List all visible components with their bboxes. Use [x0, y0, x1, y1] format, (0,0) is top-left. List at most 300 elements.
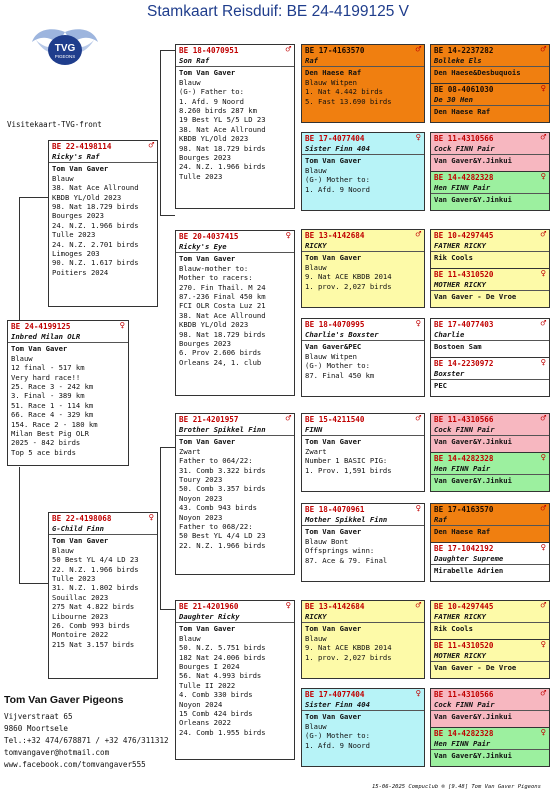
connector — [19, 583, 48, 584]
divider — [302, 435, 424, 436]
info-line: 6. Prov 2.606 birds — [179, 348, 262, 358]
owner: Tom Van Gaver — [305, 712, 362, 722]
svg-text:PIGEONS: PIGEONS — [54, 54, 76, 59]
info-line: Blauw — [305, 262, 327, 272]
owner: Van Gaver&Y.Jinkui — [434, 712, 512, 722]
male-icon: ♂ — [540, 689, 546, 699]
info-line: Noyon 2023 — [179, 512, 223, 522]
pigeon-card-main[interactable] — [7, 320, 129, 466]
pigeon-card-mmf[interactable] — [301, 600, 425, 679]
info-line: (G-) Mother to: — [305, 361, 370, 371]
pigeon-card-fmm[interactable] — [301, 318, 425, 397]
divider — [302, 622, 424, 623]
divider — [176, 622, 294, 623]
owner: PEC — [434, 381, 447, 391]
ring-number: BE 21-4201960 — [179, 602, 239, 611]
owner: Tom Van Gaver — [305, 437, 362, 447]
card-header — [8, 321, 128, 332]
male-icon: ♂ — [540, 319, 546, 329]
pigeon-name: Raf — [434, 515, 447, 524]
info-line: Blauw — [305, 633, 327, 643]
card-header — [431, 45, 549, 56]
info-line: Blauw — [305, 721, 327, 731]
tvg-logo — [30, 24, 100, 80]
divider — [302, 154, 424, 155]
info-line: Noyon 2024 — [179, 699, 223, 709]
divider — [431, 564, 549, 565]
pigeon-card-mmm[interactable] — [301, 688, 425, 767]
owner: Tom Van Gaver — [179, 68, 236, 78]
info-line: 38. Nat Ace Allround — [52, 183, 139, 193]
pigeon-card-g2[interactable] — [430, 83, 550, 123]
info-line: 66. Race 4 - 329 km — [11, 410, 94, 420]
owner: Bostoen Sam — [434, 342, 482, 352]
breeder-name: Tom Van Gaver Pigeons — [4, 694, 124, 706]
pigeon-name: Bolleke Els — [434, 56, 482, 65]
info-line: 2025 - 842 birds — [11, 438, 81, 448]
pigeon-name: FINN — [305, 425, 323, 434]
ring-number: BE 17-4163570 — [305, 46, 365, 55]
owner: Rik Cools — [434, 253, 473, 263]
pigeon-card-g16[interactable] — [430, 727, 550, 767]
connector — [160, 50, 175, 51]
info-line: Blauw — [52, 545, 74, 555]
owner: Tom Van Gaver — [179, 437, 236, 447]
pigeon-card-f[interactable] — [48, 140, 158, 307]
pigeon-name: Inbred Milan OLR — [11, 332, 81, 341]
female-icon: ♀ — [540, 84, 546, 94]
pigeon-name: MOTHER RICKY — [434, 651, 486, 660]
info-line: 50 Best YL 4/4 LD 23 — [179, 531, 266, 541]
ring-number: BE 17-4163570 — [434, 505, 494, 514]
female-icon: ♀ — [415, 133, 421, 143]
divider — [8, 342, 128, 343]
info-line: (G-) Mother to: — [305, 731, 370, 741]
card-header — [176, 414, 294, 425]
pigeon-card-g3[interactable] — [430, 132, 550, 173]
info-line: Poitiers 2024 — [52, 267, 109, 277]
info-line: 31. N.Z. 1.802 birds — [52, 583, 139, 593]
card-header — [431, 319, 549, 330]
info-line: 98. Nat 18.729 birds — [52, 202, 139, 212]
info-line: 182 Nat 24.006 birds — [179, 652, 266, 662]
pigeon-name: De 30 Hen — [434, 95, 473, 104]
owner: Van Gaver&Y.Jinkui — [434, 476, 512, 486]
ring-number: BE 11-4310520 — [434, 270, 494, 279]
female-icon: ♀ — [415, 689, 421, 699]
male-icon: ♂ — [540, 230, 546, 240]
pigeon-card-mm[interactable] — [175, 600, 295, 760]
card-header — [431, 84, 549, 95]
info-line: 50. Comb 3.357 birds — [179, 484, 266, 494]
card-header — [302, 133, 424, 144]
owner: Van Gaver&PEC — [305, 342, 362, 352]
ring-number: BE 11-4310520 — [434, 641, 494, 650]
card-header — [49, 141, 157, 152]
divider — [176, 252, 294, 253]
card-header — [431, 358, 549, 369]
info-line: Souillac 2023 — [52, 592, 109, 602]
card-header — [176, 45, 294, 56]
pigeon-card-g10[interactable] — [430, 452, 550, 492]
owner: Mirabelle Adrien — [434, 566, 504, 576]
ring-number: BE 13-4142684 — [305, 602, 365, 611]
owner: Tom Van Gaver — [305, 527, 362, 537]
divider — [49, 534, 157, 535]
pigeon-name: Boxster — [434, 369, 465, 378]
pigeon-name: Hen FINN Pair — [434, 739, 491, 748]
pigeon-card-g14[interactable] — [430, 639, 550, 679]
pigeon-card-g13[interactable] — [430, 600, 550, 641]
divider — [431, 154, 549, 155]
female-icon: ♀ — [285, 231, 291, 241]
owner: Van Gaver&Y.Jinkui — [434, 437, 512, 447]
info-line: Number 1 BASIC PIG: — [305, 456, 388, 466]
owner: Tom Van Gaver — [52, 164, 109, 174]
pigeon-card-g5[interactable] — [430, 229, 550, 270]
info-line: 1. Afd. 9 Noord — [179, 96, 244, 106]
male-icon: ♂ — [540, 133, 546, 143]
info-line: 9. Nat ACE KBDB 2014 — [305, 643, 392, 653]
ring-number: BE 14-4282328 — [434, 729, 494, 738]
owner: Van Gaver - De Vroe — [434, 663, 517, 673]
owner: Tom Van Gaver — [305, 253, 362, 263]
owner: Tom Van Gaver — [179, 254, 236, 264]
ring-number: BE 14-4282328 — [434, 454, 494, 463]
pigeon-card-mf[interactable] — [175, 413, 295, 575]
pigeon-name: Sister Finn 404 — [305, 144, 370, 153]
connector — [160, 215, 175, 216]
divider — [431, 105, 549, 106]
info-line: Bourges 2023 — [179, 339, 231, 349]
ring-number: BE 14-2230972 — [434, 359, 494, 368]
info-line: 51. Race 1 - 114 km — [11, 400, 94, 410]
male-icon: ♂ — [415, 414, 421, 424]
divider — [302, 525, 424, 526]
info-line: Orleans 24, 1. club — [179, 357, 262, 367]
info-line: 26. Comb 993 birds — [52, 621, 130, 631]
info-line: 275 Nat 4.822 birds — [52, 602, 135, 612]
info-line: Limoges 203 — [52, 249, 100, 259]
info-line: 24. N.Z. 1.966 birds — [52, 220, 139, 230]
info-line: Zwart — [179, 446, 201, 456]
owner: Den Haese Raf — [434, 107, 491, 117]
pigeon-name: Son Raf — [179, 56, 210, 65]
owner: Van Gaver&Y.Jinkui — [434, 195, 512, 205]
divider — [431, 340, 549, 341]
info-line: 12 final - 517 km — [11, 363, 85, 373]
info-line: Blauw Bont — [305, 536, 349, 546]
info-line: 3. Final - 389 km — [11, 391, 85, 401]
divider — [431, 474, 549, 475]
info-line: 98. Nat 18.729 birds — [179, 143, 266, 153]
info-line: 215 Nat 3.157 birds — [52, 639, 135, 649]
female-icon: ♀ — [540, 358, 546, 368]
male-icon: ♂ — [415, 601, 421, 611]
owner: Rik Cools — [434, 624, 473, 634]
pigeon-card-g8[interactable] — [430, 357, 550, 397]
info-line: Bourges 2023 — [179, 153, 231, 163]
info-line: 24. N.Z. 2.701 birds — [52, 239, 139, 249]
owner: Den Haese&Desbuquois — [434, 68, 521, 78]
card-header — [431, 453, 549, 464]
divider — [431, 661, 549, 662]
ring-number: BE 20-4037415 — [179, 232, 239, 241]
female-icon: ♀ — [540, 172, 546, 182]
info-line: Bourges I 2024 — [179, 662, 240, 672]
info-line: 22. N.Z. 1.966 birds — [52, 564, 139, 574]
info-line: 56. Nat 4.993 birds — [179, 671, 262, 681]
info-line: 15 Comb 424 birds — [179, 709, 253, 719]
pigeon-card-g11[interactable] — [430, 503, 550, 543]
info-line: Tulle II 2022 — [179, 680, 236, 690]
info-line: 270. Fin Thail. M 24 — [179, 282, 266, 292]
pigeon-name: MOTHER RICKY — [434, 280, 486, 289]
female-icon: ♀ — [540, 543, 546, 553]
divider — [431, 251, 549, 252]
owner: Den Haese Raf — [434, 527, 491, 537]
info-line: Offsprings winn: — [305, 546, 375, 556]
pigeon-card-g9[interactable] — [430, 413, 550, 454]
info-line: 87. Final 450 km — [305, 370, 375, 380]
divider — [431, 379, 549, 380]
female-icon: ♀ — [148, 513, 154, 523]
ring-number: BE 17-4077404 — [305, 134, 365, 143]
owner: Van Gaver - De Vroe — [434, 292, 517, 302]
pigeon-name: Daughter Supreme — [434, 554, 504, 563]
male-icon: ♂ — [540, 45, 546, 55]
pigeon-name: Cock FINN Pair — [434, 700, 495, 709]
pigeon-name: Daughter Ricky — [179, 612, 240, 621]
ring-number: BE 10-4297445 — [434, 602, 494, 611]
divider — [302, 710, 424, 711]
ring-number: BE 11-4310566 — [434, 134, 494, 143]
owner: Tom Van Gaver — [179, 624, 236, 634]
divider — [431, 193, 549, 194]
info-line: 43. Comb 943 birds — [179, 503, 257, 513]
info-line: FCI OLR Costa Luz 21 — [179, 301, 266, 311]
info-line: KBDB YL/Old 2023 — [52, 192, 122, 202]
pigeon-card-g7[interactable] — [430, 318, 550, 358]
card-header — [302, 414, 424, 425]
pigeon-card-g4[interactable] — [430, 171, 550, 211]
pigeon-name: Ricky's Raf — [52, 152, 100, 161]
svg-text:TVG: TVG — [54, 43, 76, 54]
card-header — [302, 319, 424, 330]
card-header — [302, 601, 424, 612]
divider — [302, 66, 424, 67]
male-icon: ♂ — [148, 141, 154, 151]
card-header — [431, 269, 549, 280]
card-header — [176, 601, 294, 612]
info-line: 90. N.Z. 1.617 birds — [52, 258, 139, 268]
info-line: Blauw — [179, 633, 201, 643]
owner: Tom Van Gaver — [305, 156, 362, 166]
pigeon-name: G-Child Finn — [52, 524, 104, 533]
divider — [431, 710, 549, 711]
male-icon: ♂ — [415, 45, 421, 55]
ring-number: BE 11-4310566 — [434, 690, 494, 699]
card-header — [302, 230, 424, 241]
info-line: KBDB YL/Old 2023 — [179, 134, 249, 144]
ring-number: BE 18-4070995 — [305, 320, 365, 329]
ring-number: BE 13-4142684 — [305, 231, 365, 240]
card-header — [431, 172, 549, 183]
ring-number: BE 10-4297445 — [434, 231, 494, 240]
female-icon: ♀ — [540, 640, 546, 650]
pigeon-card-fff[interactable] — [301, 44, 425, 123]
info-line: 154. Race 2 - 180 km — [11, 419, 98, 429]
pigeon-name: Charlie — [434, 330, 465, 339]
card-header — [431, 601, 549, 612]
info-line: Toury 2023 — [179, 475, 223, 485]
info-line: Top 5 ace birds — [11, 447, 76, 457]
ring-number: BE 18-4070961 — [305, 505, 365, 514]
info-line: Zwart — [305, 446, 327, 456]
pigeon-card-ffm[interactable] — [301, 132, 425, 211]
owner: Van Gaver&Y.Jinkui — [434, 156, 512, 166]
info-line: Tulle 2023 — [52, 574, 96, 584]
page-title: Stamkaart Reisduif: BE 24-4199125 V — [147, 3, 409, 20]
info-line: (G-) Mother to: — [305, 175, 370, 185]
print-footer: 15-06-2025 Compuclub ® [9.48] Tom Van Gaver Pigeons — [372, 784, 541, 790]
info-line: 19 Best YL 5/5 LD 23 — [179, 115, 266, 125]
info-line: 24. N.Z. 1.966 birds — [179, 162, 266, 172]
info-line: Orleans 2022 — [179, 718, 231, 728]
divider — [176, 435, 294, 436]
connector — [19, 197, 20, 322]
ring-number: BE 22-4198068 — [52, 514, 112, 523]
card-header — [176, 231, 294, 242]
info-line: 1. Prov. 1,591 birds — [305, 465, 392, 475]
connector — [160, 50, 161, 215]
info-line: Bourges 2023 — [52, 211, 104, 221]
breeder-phone: Tel.:+32 474/678871 / +32 476/311312 — [4, 736, 169, 745]
info-line: 9. Nat ACE KBDB 2014 — [305, 272, 392, 282]
breeder-website[interactable]: www.facebook.com/tomvangaver555 — [4, 760, 146, 769]
ring-number: BE 18-4070951 — [179, 46, 239, 55]
info-line: 50. N.Z. 5.751 birds — [179, 643, 266, 653]
divider — [431, 525, 549, 526]
pigeon-card-g12[interactable] — [430, 542, 550, 582]
female-icon: ♀ — [415, 504, 421, 514]
pigeon-card-g6[interactable] — [430, 268, 550, 308]
owner: Den Haese Raf — [305, 68, 362, 78]
card-header — [302, 504, 424, 515]
male-icon: ♂ — [285, 414, 291, 424]
pigeon-card-ff[interactable] — [175, 44, 295, 209]
pigeon-name: Hen FINN Pair — [434, 464, 491, 473]
info-line: 4. Comb 330 birds — [179, 690, 253, 700]
ring-number: BE 21-4201957 — [179, 415, 239, 424]
pigeon-name: Sister Finn 404 — [305, 700, 370, 709]
owner: Van Gaver&Y.Jinkui — [434, 751, 512, 761]
info-line: 98. Nat 18.729 birds — [179, 329, 266, 339]
female-icon: ♀ — [415, 319, 421, 329]
ring-number: BE 24-4199125 — [11, 322, 71, 331]
divider — [431, 290, 549, 291]
pigeon-card-fm[interactable] — [175, 230, 295, 396]
info-line: Blauw Witpen — [305, 77, 357, 87]
male-icon: ♂ — [415, 230, 421, 240]
card-header — [49, 513, 157, 524]
info-line: 22. N.Z. 1.966 birds — [179, 540, 266, 550]
male-icon: ♂ — [540, 601, 546, 611]
divider — [431, 749, 549, 750]
card-header — [302, 689, 424, 700]
card-header — [431, 133, 549, 144]
info-line: 1. Afd. 9 Noord — [305, 740, 370, 750]
pigeon-name: Cock FINN Pair — [434, 425, 495, 434]
connector — [160, 447, 175, 448]
card-header — [431, 414, 549, 425]
divider — [49, 162, 157, 163]
pigeon-card-m[interactable] — [48, 512, 158, 679]
female-icon: ♀ — [540, 453, 546, 463]
ring-number: BE 15-4211540 — [305, 415, 365, 424]
info-line: Milan Best Pig OLR — [11, 429, 89, 439]
info-line: 38. Nat Ace Allround — [179, 310, 266, 320]
pigeon-card-mff[interactable] — [301, 413, 425, 492]
connector — [160, 609, 175, 610]
info-line: 1. Nat 4.442 birds — [305, 87, 383, 97]
pigeon-card-g15[interactable] — [430, 688, 550, 729]
ring-number: BE 17-1042192 — [434, 544, 494, 553]
info-line: 24. Comb 1.955 birds — [179, 727, 266, 737]
pigeon-card-mfm[interactable] — [301, 503, 425, 582]
pigeon-name: Brother Spikkel Finn — [179, 425, 266, 434]
pigeon-name: Charlie's Boxster — [305, 330, 379, 339]
card-header — [431, 728, 549, 739]
breeder-city: 9860 Moortsele — [4, 724, 69, 733]
pigeon-card-g1[interactable] — [430, 44, 550, 86]
card-header — [431, 230, 549, 241]
ring-number: BE 22-4198114 — [52, 142, 112, 151]
info-line: Father to 064/22: — [179, 456, 253, 466]
info-line: Blauw — [179, 77, 201, 87]
info-line: 25. Race 3 - 242 km — [11, 382, 94, 392]
pigeon-name: Cock FINN Pair — [434, 144, 495, 153]
female-icon: ♀ — [119, 321, 125, 331]
info-line: Montoire 2022 — [52, 630, 109, 640]
info-line: Blauw — [305, 165, 327, 175]
owner: Tom Van Gaver — [52, 536, 109, 546]
owner: Tom Van Gaver — [305, 624, 362, 634]
pigeon-name: Mother Spikkel Finn — [305, 515, 388, 524]
card-header — [431, 543, 549, 554]
ring-number: BE 14-2237282 — [434, 46, 494, 55]
info-line: 87. Ace & 79. Final — [305, 555, 388, 565]
connector — [19, 467, 20, 583]
female-icon: ♀ — [285, 601, 291, 611]
info-line: 50 Best YL 4/4 LD 23 — [52, 555, 139, 565]
card-header — [302, 45, 424, 56]
info-line: Very hard race!! — [11, 372, 81, 382]
info-line: 1. prov. 2,027 birds — [305, 281, 392, 291]
female-icon: ♀ — [540, 728, 546, 738]
info-line: 1. Afd. 9 Noord — [305, 184, 370, 194]
info-line: 5. Fast 13.690 birds — [305, 96, 392, 106]
divider — [431, 622, 549, 623]
pigeon-card-fmf[interactable] — [301, 229, 425, 308]
info-line: KBDB YL/Old 2023 — [179, 320, 249, 330]
pigeon-name: RICKY — [305, 612, 327, 621]
visitekaart-label: Visitekaart-TVG-front — [7, 120, 102, 129]
info-line: Blauw — [52, 173, 74, 183]
breeder-email[interactable]: tomvangaver@hotmail.com — [4, 748, 110, 757]
card-header — [431, 504, 549, 515]
connector — [19, 197, 48, 198]
